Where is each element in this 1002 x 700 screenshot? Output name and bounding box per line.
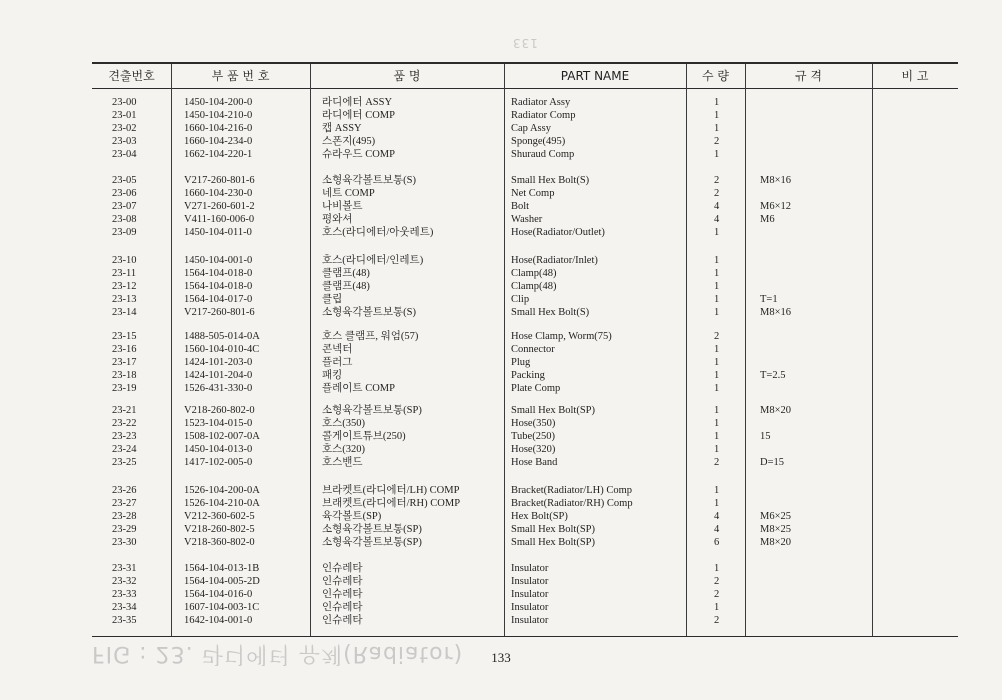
part-number-cell: 1417-102-005-0 [184, 457, 253, 468]
specification-cell: 15 [760, 431, 771, 442]
specification-cell: T=1 [760, 294, 778, 305]
part-number-cell: 1564-104-018-0 [184, 268, 253, 279]
specification-cell: M8×16 [760, 175, 792, 186]
part-number-cell: V218-360-802-0 [184, 537, 255, 548]
specification-cell: M8×25 [760, 524, 792, 535]
ref-number-cell: 23-12 [112, 281, 137, 292]
korean-name-cell: 호스(320) [322, 444, 366, 455]
korean-name-cell: 호스(라디에터/인레트) [322, 255, 424, 266]
part-name-cell: Hose(320) [511, 444, 556, 455]
part-name-cell: Clamp(48) [511, 268, 557, 279]
part-name-cell: Bolt [511, 201, 530, 212]
part-name-cell: Insulator [511, 602, 549, 613]
quantity-cell: 1 [714, 370, 720, 381]
ref-number-cell: 23-18 [112, 370, 137, 381]
ref-number-cell: 23-11 [112, 268, 137, 279]
korean-name-cell: 플러그 [322, 357, 353, 368]
korean-name-cell: 소형육각볼트보통(S) [322, 175, 416, 186]
specification-cell: M6 [760, 214, 775, 225]
korean-name-cell: 라디에터 ASSY [322, 97, 393, 108]
quantity-cell: 1 [714, 444, 720, 455]
part-name-cell: Hose Clamp, Worm(75) [511, 331, 612, 342]
part-name-cell: Hose(Radiator/Outlet) [511, 227, 605, 238]
part-number-cell: 1564-104-018-0 [184, 281, 253, 292]
quantity-cell: 1 [714, 498, 720, 509]
quantity-cell: 1 [714, 418, 720, 429]
part-name-cell: Small Hex Bolt(SP) [511, 524, 596, 535]
quantity-cell: 1 [714, 123, 720, 134]
col-divider [171, 64, 172, 636]
korean-name-cell: 평와셔 [322, 214, 353, 225]
ref-number-cell: 23-27 [112, 498, 137, 509]
part-number-cell: 1660-104-234-0 [184, 136, 253, 147]
header-bottom-rule [92, 88, 958, 89]
part-name-cell: Bracket(Radiator/LH) Comp [511, 485, 633, 496]
quantity-cell: 2 [714, 331, 720, 342]
ref-number-cell: 23-19 [112, 383, 137, 394]
part-number-cell: 1607-104-003-1C [184, 602, 260, 613]
part-name-cell: Small Hex Bolt(SP) [511, 537, 596, 548]
korean-name-cell: 브라켓트(라디에터/LH) COMP [322, 485, 460, 496]
part-name-cell: Hose(Radiator/Inlet) [511, 255, 598, 266]
ref-number-cell: 23-02 [112, 123, 137, 134]
part-name-cell: Insulator [511, 563, 549, 574]
part-name-cell: Small Hex Bolt(S) [511, 175, 590, 186]
header-specification: 규 격 [795, 69, 822, 83]
korean-name-cell: 호스 클램프, 워엄(57) [322, 331, 419, 342]
ref-number-cell: 23-07 [112, 201, 137, 212]
part-name-cell: Washer [511, 214, 543, 225]
quantity-cell: 1 [714, 255, 720, 266]
quantity-cell: 2 [714, 175, 720, 186]
korean-name-cell: 인슈레타 [322, 576, 363, 587]
table-bottom-rule [92, 636, 958, 637]
quantity-cell: 4 [714, 214, 720, 225]
ref-number-cell: 23-35 [112, 615, 137, 626]
specification-cell: M8×16 [760, 307, 792, 318]
quantity-cell: 1 [714, 344, 720, 355]
korean-name-cell: 소형육각볼트보통(SP) [322, 524, 422, 535]
part-name-cell: Insulator [511, 589, 549, 600]
part-number-cell: V411-160-006-0 [184, 214, 255, 225]
ref-number-cell: 23-04 [112, 149, 137, 160]
part-number-cell: 1450-104-001-0 [184, 255, 253, 266]
part-name-cell: Tube(250) [511, 431, 555, 442]
korean-name-cell: 인슈레타 [322, 615, 363, 626]
korean-name-cell: 호스(라디에터/아웃레트) [322, 227, 434, 238]
korean-name-cell: 육각볼트(SP) [322, 511, 382, 522]
korean-name-cell: 클램프(48) [322, 268, 370, 279]
specification-cell: D=15 [760, 457, 785, 468]
quantity-cell: 1 [714, 431, 720, 442]
part-name-cell: Sponge(495) [511, 136, 566, 147]
part-number-cell: 1560-104-010-4C [184, 344, 260, 355]
ref-number-cell: 23-03 [112, 136, 137, 147]
header-part-number: 부 품 번 호 [211, 69, 270, 83]
quantity-cell: 1 [714, 602, 720, 613]
korean-name-cell: 클립 [322, 294, 343, 305]
part-name-cell: Clamp(48) [511, 281, 557, 292]
quantity-cell: 1 [714, 227, 720, 238]
ref-number-cell: 23-34 [112, 602, 137, 613]
quantity-cell: 2 [714, 615, 720, 626]
part-number-cell: V218-260-802-5 [184, 524, 255, 535]
quantity-cell: 1 [714, 383, 720, 394]
part-number-cell: 1564-104-005-2D [184, 576, 260, 587]
ref-number-cell: 23-31 [112, 563, 137, 574]
quantity-cell: 1 [714, 149, 720, 160]
part-number-cell: V217-260-801-6 [184, 175, 255, 186]
ref-number-cell: 23-01 [112, 110, 137, 121]
part-number-cell: 1660-104-216-0 [184, 123, 253, 134]
part-number-cell: 1564-104-017-0 [184, 294, 253, 305]
part-number-cell: 1526-104-210-0A [184, 498, 260, 509]
korean-name-cell: 소형육각볼트보통(SP) [322, 405, 422, 416]
quantity-cell: 1 [714, 563, 720, 574]
col-divider [872, 64, 873, 636]
header-remarks: 비 고 [901, 69, 929, 83]
ref-number-cell: 23-17 [112, 357, 137, 368]
quantity-cell: 1 [714, 485, 720, 496]
ref-number-cell: 23-00 [112, 97, 137, 108]
ref-number-cell: 23-25 [112, 457, 137, 468]
quantity-cell: 2 [714, 457, 720, 468]
part-number-cell: 1526-104-200-0A [184, 485, 260, 496]
korean-name-cell: 슈라우드 COMP [322, 149, 395, 160]
quantity-cell: 1 [714, 281, 720, 292]
part-number-cell: V218-260-802-0 [184, 405, 255, 416]
ref-number-cell: 23-10 [112, 255, 137, 266]
part-number-cell: 1660-104-230-0 [184, 188, 253, 199]
specification-cell: T=2.5 [760, 370, 786, 381]
quantity-cell: 1 [714, 357, 720, 368]
part-name-cell: Bracket(Radiator/RH) Comp [511, 498, 633, 509]
quantity-cell: 6 [714, 537, 720, 548]
col-divider [686, 64, 687, 636]
quantity-cell: 2 [714, 136, 720, 147]
korean-name-cell: 호스밴드 [322, 457, 363, 468]
korean-name-cell: 인슈레타 [322, 602, 363, 613]
col-divider [310, 64, 311, 636]
ref-number-cell: 23-14 [112, 307, 137, 318]
korean-name-cell: 브래켓트(라디에터/RH) COMP [322, 498, 461, 509]
part-name-cell: Small Hex Bolt(S) [511, 307, 590, 318]
part-name-cell: Radiator Comp [511, 110, 576, 121]
part-name-cell: Hose Band [511, 457, 558, 468]
ref-number-cell: 23-32 [112, 576, 137, 587]
ref-number-cell: 23-26 [112, 485, 137, 496]
ref-number-cell: 23-30 [112, 537, 137, 548]
part-number-cell: 1450-104-013-0 [184, 444, 253, 455]
part-number-cell: 1424-101-204-0 [184, 370, 253, 381]
part-number-cell: 1662-104-220-1 [184, 149, 253, 160]
specification-cell: M6×25 [760, 511, 792, 522]
quantity-cell: 2 [714, 576, 720, 587]
part-name-cell: Cap Assy [511, 123, 551, 134]
ref-number-cell: 23-05 [112, 175, 137, 186]
part-number-cell: 1450-104-200-0 [184, 97, 253, 108]
quantity-cell: 4 [714, 524, 720, 535]
quantity-cell: 1 [714, 405, 720, 416]
korean-name-cell: 캡 ASSY [322, 123, 362, 134]
korean-name-cell: 인슈레타 [322, 563, 363, 574]
korean-name-cell: 네트 COMP [322, 188, 375, 199]
ref-number-cell: 23-22 [112, 418, 137, 429]
part-number-cell: V271-260-601-2 [184, 201, 255, 212]
part-number-cell: 1564-104-013-1B [184, 563, 260, 574]
part-name-cell: Plate Comp [511, 383, 561, 394]
part-number-cell: 1450-104-210-0 [184, 110, 253, 121]
part-name-cell: Plug [511, 357, 531, 368]
ref-number-cell: 23-16 [112, 344, 137, 355]
korean-name-cell: 플레이트 COMP [322, 383, 395, 394]
part-number-cell: 1642-104-001-0 [184, 615, 253, 626]
header-korean-name: 품 명 [393, 69, 421, 83]
part-number-cell: 1564-104-016-0 [184, 589, 253, 600]
part-number-cell: V217-260-801-6 [184, 307, 255, 318]
part-name-cell: Insulator [511, 615, 549, 626]
part-name-cell: Packing [511, 370, 545, 381]
col-divider [504, 64, 505, 636]
bleed-through-caption: FIG : 23. 라디에터 유체(Radiator) [92, 641, 464, 666]
ref-number-cell: 23-28 [112, 511, 137, 522]
part-name-cell: Hex Bolt(SP) [511, 511, 568, 522]
quantity-cell: 1 [714, 307, 720, 318]
quantity-cell: 4 [714, 511, 720, 522]
part-name-cell: Clip [511, 294, 530, 305]
part-name-cell: Connector [511, 344, 555, 355]
korean-name-cell: 스폰지(495) [322, 136, 376, 147]
part-name-cell: Insulator [511, 576, 549, 587]
ref-number-cell: 23-15 [112, 331, 137, 342]
korean-name-cell: 패킹 [322, 370, 343, 381]
specification-cell: M8×20 [760, 405, 792, 416]
part-number-cell: 1450-104-011-0 [184, 227, 252, 238]
specification-cell: M8×20 [760, 537, 792, 548]
ref-number-cell: 23-21 [112, 405, 137, 416]
ref-number-cell: 23-13 [112, 294, 137, 305]
bleed-through-text-top: 133 [512, 36, 538, 50]
ref-number-cell: 23-09 [112, 227, 137, 238]
part-name-cell: Hose(350) [511, 418, 556, 429]
korean-name-cell: 소형육각볼트보통(SP) [322, 537, 422, 548]
part-number-cell: 1488-505-014-0A [184, 331, 260, 342]
part-name-cell: Radiator Assy [511, 97, 571, 108]
specification-cell: M6×12 [760, 201, 792, 212]
col-divider [745, 64, 746, 636]
part-number-cell: 1526-431-330-0 [184, 383, 253, 394]
korean-name-cell: 클램프(48) [322, 281, 370, 292]
korean-name-cell: 호스(350) [322, 418, 366, 429]
part-name-cell: Shuraud Comp [511, 149, 575, 160]
quantity-cell: 4 [714, 201, 720, 212]
quantity-cell: 2 [714, 188, 720, 199]
ref-number-cell: 23-23 [112, 431, 137, 442]
korean-name-cell: 콘넥터 [322, 344, 353, 355]
page-number: 133 [491, 650, 511, 665]
quantity-cell: 1 [714, 268, 720, 279]
korean-name-cell: 인슈레타 [322, 589, 363, 600]
quantity-cell: 1 [714, 97, 720, 108]
ref-number-cell: 23-06 [112, 188, 137, 199]
header-part-name: PART NAME [560, 69, 630, 83]
header-ref-no: 견출번호 [108, 69, 155, 83]
part-number-cell: 1424-101-203-0 [184, 357, 253, 368]
part-number-cell: V212-360-602-5 [184, 511, 255, 522]
quantity-cell: 1 [714, 110, 720, 121]
ref-number-cell: 23-33 [112, 589, 137, 600]
quantity-cell: 2 [714, 589, 720, 600]
korean-name-cell: 나비볼트 [322, 201, 363, 212]
part-name-cell: Small Hex Bolt(SP) [511, 405, 596, 416]
part-name-cell: Net Comp [511, 188, 555, 199]
header-quantity: 수 량 [702, 69, 729, 83]
quantity-cell: 1 [714, 294, 720, 305]
part-number-cell: 1508-102-007-0A [184, 431, 260, 442]
ref-number-cell: 23-29 [112, 524, 137, 535]
korean-name-cell: 라디에터 COMP [322, 110, 395, 121]
part-number-cell: 1523-104-015-0 [184, 418, 253, 429]
ref-number-cell: 23-24 [112, 444, 137, 455]
korean-name-cell: 콜게이트튜브(250) [322, 431, 406, 442]
ref-number-cell: 23-08 [112, 214, 137, 225]
korean-name-cell: 소형육각볼트보통(S) [322, 307, 416, 318]
